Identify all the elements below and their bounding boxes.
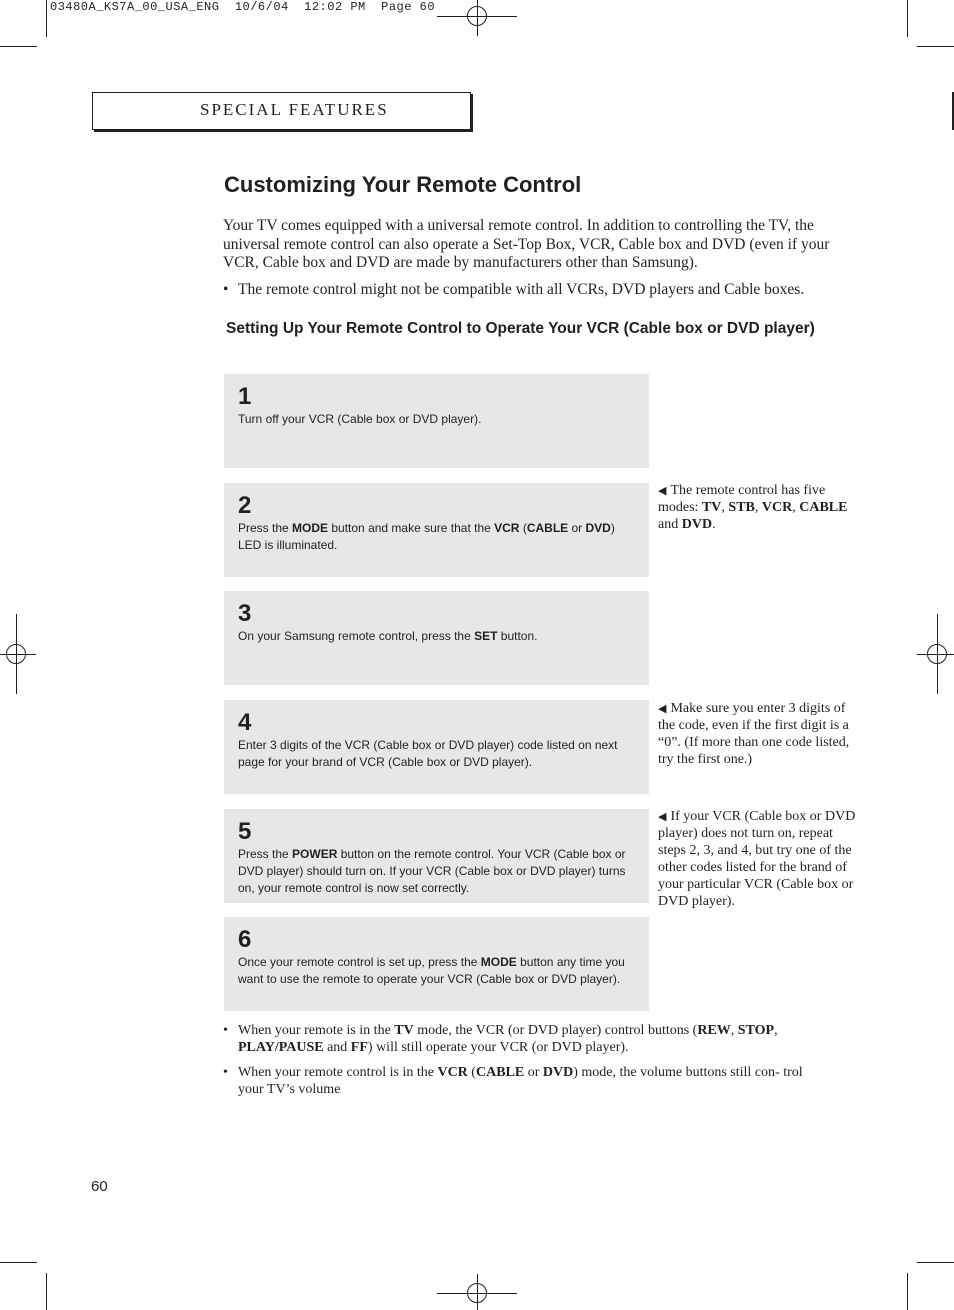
step-number: 5 <box>238 818 252 845</box>
section-subheading: Setting Up Your Remote Control to Operate Your VCR (Cable box or DVD player) <box>226 320 815 337</box>
list-item <box>223 1022 823 1056</box>
left-arrow-icon: ◀ <box>658 484 667 497</box>
bullet-dot: • <box>223 1023 228 1038</box>
side-note-digits: ◀ Make sure you enter 3 digits of the code, even if the first digit is a “0”. (If more than one code listed, try the first one.) <box>658 701 850 767</box>
left-arrow-icon: ◀ <box>658 810 667 823</box>
bottom-bullet-list <box>223 1022 823 1106</box>
page-title: Customizing Your Remote Control <box>224 172 582 197</box>
step-5 <box>224 809 649 903</box>
bullet-text: When your remote is in the TV mode, the VCR (or DVD player) control buttons (REW, STOP, PLAY/PAUSE and FF) will still operate your VCR (or DVD player). <box>238 1023 778 1055</box>
bullet-text: When your remote control is in the VCR (CABLE or DVD) mode, the volume buttons still con- trol your TV’s volume <box>238 1065 803 1097</box>
bullet-dot: • <box>223 281 229 298</box>
left-arrow-icon: ◀ <box>658 702 667 715</box>
step-number: 3 <box>238 600 252 627</box>
compatibility-bullet-text: The remote control might not be compatible with all VCRs, DVD players and Cable boxes. <box>238 281 805 298</box>
step-number: 4 <box>238 709 252 736</box>
side-note-troubleshoot: ◀ If your VCR (Cable box or DVD player) does not turn on, repeat steps 2, 3, and 4, but try one of the other codes listed for the brand of your particular VCR (Cable box or DVD player). <box>658 809 856 909</box>
step-1 <box>224 374 649 468</box>
step-3 <box>224 591 649 685</box>
step-2 <box>224 483 649 577</box>
step-text: Turn off your VCR (Cable box or DVD player). <box>238 412 482 426</box>
step-6 <box>224 917 649 1011</box>
section-label-text: SPECIAL FEATURES <box>200 100 389 119</box>
compatibility-bullet <box>223 281 853 300</box>
print-slug-line: 03480A_KS7A_00_USA_ENG 10/6/04 12:02 PM Page 60 <box>50 0 436 14</box>
step-text: Once your remote control is set up, press the MODE button any time you want to use the remote to operate your VCR (Cable box or DVD player). <box>238 955 625 986</box>
step-text: On your Samsung remote control, press the SET button. <box>238 629 538 643</box>
step-number: 1 <box>238 383 252 410</box>
step-4 <box>224 700 649 794</box>
step-text: Enter 3 digits of the VCR (Cable box or DVD player) code listed on next page for your brand of VCR (Cable box or DVD player). <box>238 738 618 769</box>
section-label <box>200 100 389 120</box>
step-number: 2 <box>238 492 252 519</box>
step-number: 6 <box>238 926 252 953</box>
side-note-modes: ◀ The remote control has five modes: TV, STB, VCR, CABLE and DVD. <box>658 483 848 532</box>
page-number: 60 <box>91 1178 108 1195</box>
step-text: Press the MODE button and make sure that the VCR (CABLE or DVD) LED is illuminated. <box>238 521 615 552</box>
list-item <box>223 1064 823 1098</box>
bullet-dot: • <box>223 1065 228 1080</box>
step-text: Press the POWER button on the remote control. Your VCR (Cable box or DVD player) should turn on. If your VCR (Cable box or DVD player) turns on, your remote control is now set correctly. <box>238 847 626 895</box>
intro-paragraph: Your TV comes equipped with a universal remote control. In addition to controlling the TV, the universal remote control can also operate a Set-Top Box, VCR, Cable box and DVD (even if your VCR, Cable box and DVD are made by manufacturers other than Samsung). <box>223 217 830 271</box>
